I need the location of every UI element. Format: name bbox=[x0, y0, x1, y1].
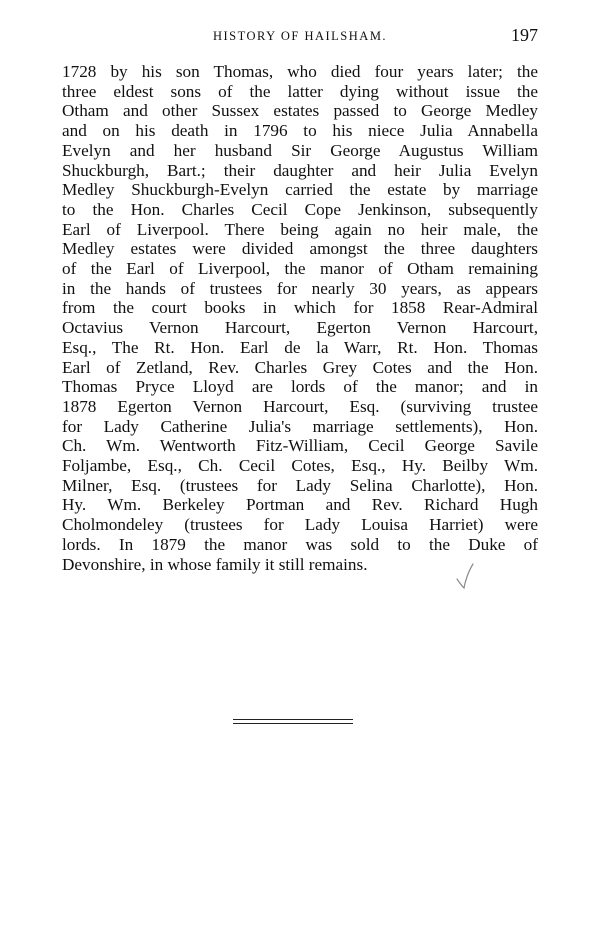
divider-rule-bottom bbox=[233, 723, 353, 724]
text-line: 1878 Egerton Vernon Harcourt, Esq. (surviving trustee bbox=[62, 396, 538, 416]
text-line: Milner, Esq. (trustees for Lady Selina Charlotte), Hon. bbox=[62, 475, 538, 495]
pencil-checkmark-icon bbox=[455, 562, 475, 590]
text-line: Ch. Wm. Wentworth Fitz-William, Cecil George Savile bbox=[62, 436, 538, 456]
text-line: Hy. Wm. Berkeley Portman and Rev. Richard Hugh bbox=[62, 495, 538, 515]
section-divider bbox=[233, 719, 353, 725]
text-line: Octavius Vernon Harcourt, Egerton Vernon Harcourt, bbox=[62, 318, 538, 338]
text-line: 1728 by his son Thomas, who died four years later; the bbox=[62, 62, 538, 81]
body-paragraph bbox=[62, 62, 538, 574]
running-title: HISTORY OF HAILSHAM. bbox=[212, 29, 388, 43]
text-line: Foljambe, Esq., Ch. Cecil Cotes, Esq., Hy. Beilby Wm. bbox=[62, 456, 538, 476]
text-line: Medley Shuckburgh-Evelyn carried the estate by marriage bbox=[62, 180, 538, 200]
text-line: to the Hon. Charles Cecil Cope Jenkinson, subsequently bbox=[62, 199, 538, 219]
text-line: for Lady Catherine Julia's marriage settlements), Hon. bbox=[62, 416, 538, 436]
text-line: lords. In 1879 the manor was sold to the Duke of bbox=[62, 534, 538, 554]
page-number: 197 bbox=[511, 25, 538, 45]
text-line: in the hands of trustees for nearly 30 years, as appears bbox=[62, 278, 538, 298]
text-line: Shuckburgh, Bart.; their daughter and heir Julia Evelyn bbox=[62, 160, 538, 180]
text-line: Thomas Pryce Lloyd are lords of the manor; and in bbox=[62, 377, 538, 397]
text-line: from the court books in which for 1858 Rear-Admiral bbox=[62, 298, 538, 318]
running-head bbox=[62, 25, 538, 49]
text-line: Evelyn and her husband Sir George Augustus William bbox=[62, 140, 538, 160]
text-line: of the Earl of Liverpool, the manor of Otham remaining bbox=[62, 259, 538, 279]
text-line: Earl of Liverpool. There being again no heir male, the bbox=[62, 219, 538, 239]
text-line: Earl of Zetland, Rev. Charles Grey Cotes and the Hon. bbox=[62, 357, 538, 377]
text-line: three eldest sons of the latter dying without issue the bbox=[62, 81, 538, 101]
text-line: Cholmondeley (trustees for Lady Louisa Harriet) were bbox=[62, 515, 538, 535]
text-line: Esq., The Rt. Hon. Earl de la Warr, Rt. Hon. Thomas bbox=[62, 337, 538, 357]
text-line: Medley estates were divided amongst the three daughters bbox=[62, 239, 538, 259]
divider-rule-top bbox=[233, 719, 353, 720]
text-line: Otham and other Sussex estates passed to George Medley bbox=[62, 101, 538, 121]
text-line: and on his death in 1796 to his niece Julia Annabella bbox=[62, 121, 538, 141]
text-line-last: Devonshire, in whose family it still remains. bbox=[62, 554, 368, 574]
